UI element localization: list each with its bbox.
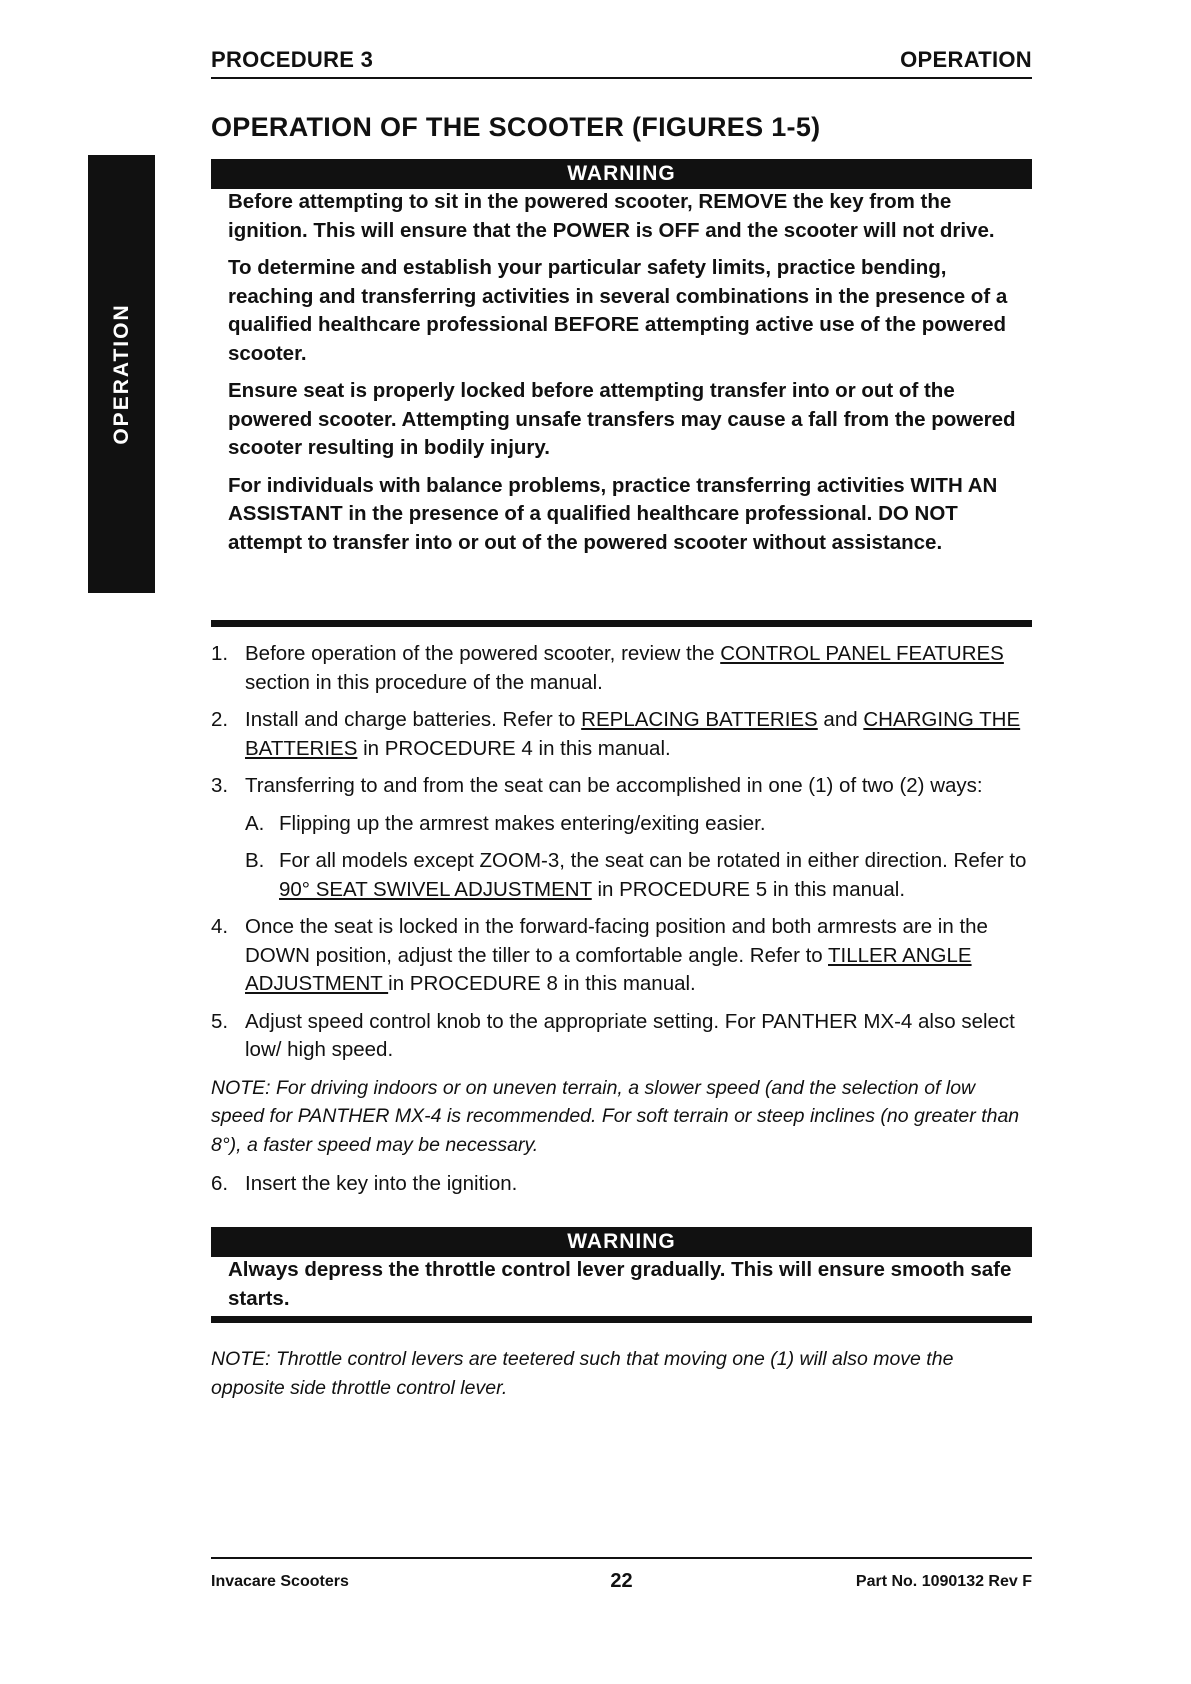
warning-paragraph: Before attempting to sit in the powered scooter, REMOVE the key from the ignition. This will ensure that the POWER is OFF and the scooter will not drive.: [228, 190, 995, 242]
step-text: Transferring to and from the seat can be accomplished in one (1) of two (2) ways:: [245, 774, 983, 797]
warning-paragraph: To determine and establish your particular safety limits, practice bending, reaching and transferring activities in several combinations in the presence of a qualified healthcare professional BEFORE attempting active use of the powered scooter.: [228, 256, 1008, 365]
step-text: in PROCEDURE 4 in this manual.: [357, 736, 671, 760]
procedure-steps: [211, 640, 1032, 1208]
step-number: 4.: [211, 915, 229, 938]
step-3: [211, 772, 1032, 801]
warning-banner-2: WARNING: [211, 1227, 1032, 1257]
step-2: [211, 706, 1032, 763]
page-header: [211, 46, 1032, 79]
warning-paragraph: Always depress the throttle control lever gradually. This will ensure smooth safe starts.: [228, 1258, 1012, 1310]
substep-letter: A.: [245, 811, 265, 835]
step-text: in PROCEDURE 8 in this manual.: [388, 972, 696, 995]
step-text: Install and charge batteries. Refer to: [245, 708, 582, 731]
step-3a: [211, 810, 1032, 839]
step-5: [211, 1008, 1032, 1065]
step-1: [211, 640, 1032, 697]
step-text: in PROCEDURE 5 in this manual.: [591, 877, 906, 901]
warning-body: [228, 188, 1028, 566]
warning-banner: WARNING: [211, 159, 1032, 189]
footer-brand: Invacare Scooters: [211, 1573, 349, 1590]
step-number: 6.: [211, 1172, 229, 1195]
step-text: Insert the key into the ignition.: [245, 1172, 518, 1195]
step-text: Before operation of the powered scooter, review the: [245, 642, 721, 665]
page-title: OPERATION OF THE SCOOTER (FIGURES 1-5): [211, 112, 821, 142]
step-text: Once the seat is locked in the forward-facing position and both armrests are in the DOWN position, adjust the tiller to a comfortable angle. Refer to: [245, 915, 988, 967]
step-number: 5.: [211, 1009, 229, 1033]
header-procedure: PROCEDURE 3: [211, 47, 374, 72]
warning-body-2: [228, 1256, 1028, 1322]
seat-swivel-link[interactable]: 90° SEAT SWIVEL ADJUSTMENT: [279, 877, 592, 901]
warning-paragraph: For individuals with balance problems, practice transferring activities WITH AN ASSISTANT in the presence of a qualified healthcare professional. DO NOT attempt to transfer into or out of the powered scooter without assistance.: [228, 473, 998, 554]
step-text: section in this procedure of the manual.: [245, 670, 603, 694]
warning-end-rule-2: [211, 1316, 1032, 1323]
step-number: 1.: [211, 642, 229, 665]
part-number: Part No. 1090132 Rev F: [855, 1573, 1032, 1590]
step-4: [211, 913, 1032, 999]
warning-paragraph: Ensure seat is properly locked before attempting transfer into or out of the powered scooter. Attempting unsafe transfers may cause a fall from the powered scooter resulting in bodily injury.: [228, 379, 1016, 459]
step-text: For all models except ZOOM-3, the seat can be rotated in either direction. Refer to: [279, 849, 1027, 872]
step-number: 3.: [211, 774, 229, 797]
header-section: OPERATION: [900, 47, 1032, 72]
side-tab-label: OPERATION: [109, 303, 133, 445]
warning-end-rule: [211, 620, 1032, 627]
control-panel-features-link[interactable]: CONTROL PANEL FEATURES: [720, 642, 1004, 665]
replacing-batteries-link[interactable]: REPLACING BATTERIES: [581, 708, 818, 731]
charging-batteries-link[interactable]: CHARGING THE BATTERIES: [245, 708, 1021, 760]
tiller-angle-link[interactable]: TILLER ANGLE ADJUSTMENT: [245, 943, 972, 995]
step-text: and: [817, 708, 864, 731]
throttle-note: NOTE: Throttle control levers are teetered such that moving one (1) will also move the opposite side throttle control lever.: [211, 1348, 954, 1399]
step-text: Flipping up the armrest makes entering/exiting easier.: [279, 811, 766, 835]
page-number: 22: [610, 1570, 633, 1592]
step-text: Adjust speed control knob to the appropriate setting. For PANTHER MX-4 also select low/ high speed.: [245, 1009, 1015, 1061]
page-footer: [211, 1557, 1032, 1595]
side-section-tab: [88, 155, 155, 593]
step-3b: [211, 847, 1032, 904]
speed-note: NOTE: For driving indoors or on uneven terrain, a slower speed (and the selection of low speed for PANTHER MX-4 is recommended. For soft terrain or steep inclines (no greater than 8°), a faster speed may be necessary.: [211, 1076, 1020, 1156]
substep-letter: B.: [245, 849, 265, 872]
step-number: 2.: [211, 708, 229, 731]
step-6: [211, 1170, 1032, 1199]
